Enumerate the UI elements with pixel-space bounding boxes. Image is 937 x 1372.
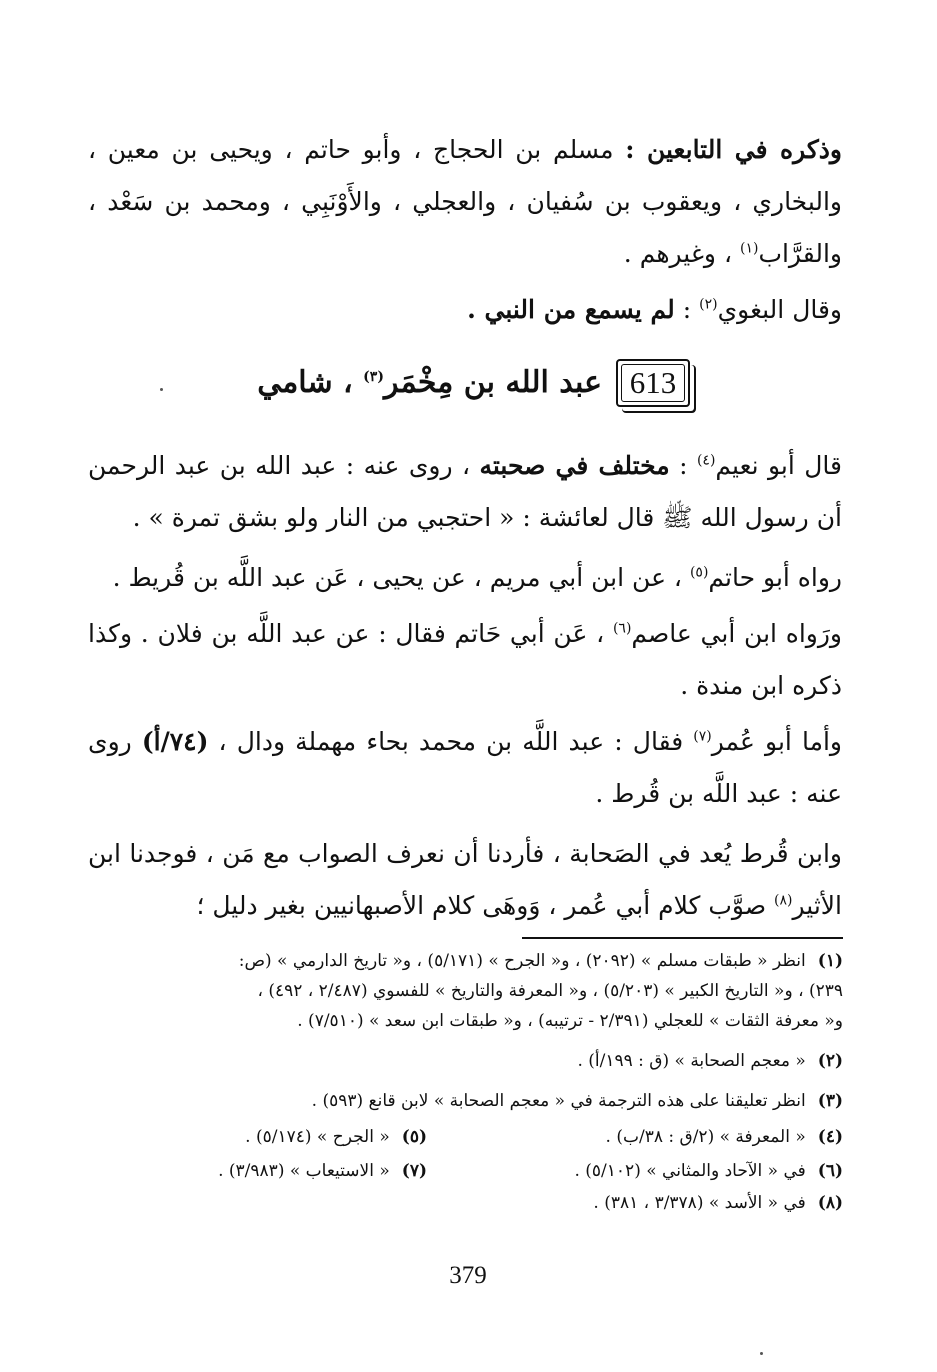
- paragraph-text: قال أبو نعيم: [715, 451, 842, 480]
- paragraph-text: ، عَن أبي حَاتم فقال : عن عبد اللَّه بن فلان . وكذا ذكره ابن مندة .: [88, 619, 842, 700]
- paragraph-text: رواه أبو حاتم: [708, 563, 842, 592]
- paragraph-text: روى عنه : عبد اللَّه بن قُرط .: [88, 727, 842, 808]
- bold-lead: وذكره في التابعين :: [625, 135, 842, 164]
- footnote-number: (٣): [817, 1091, 843, 1111]
- footnote-number: (٨): [817, 1193, 843, 1213]
- footnote-number: (٢): [817, 1051, 843, 1071]
- footnote-4: [606, 1122, 843, 1152]
- footnote-divider: [522, 937, 843, 939]
- footnote-3: [312, 1086, 843, 1116]
- footnote-number: (٥): [401, 1127, 427, 1147]
- paragraph-text: وأما أبو عُمر: [711, 727, 842, 756]
- paragraph-text: وقال البغوي: [717, 295, 842, 324]
- footnote-text: انظر « طبقات مسلم » (٢٠٩٢) ، و« الجرح » (٥/١٧١) ، و« تاريخ الدارمي » (ص:: [238, 951, 806, 971]
- paragraph-text: ، وغيرهم .: [623, 239, 740, 268]
- footnote-5: [245, 1122, 427, 1152]
- entry-number-box: [616, 359, 690, 407]
- footnote-number: (٦): [817, 1161, 843, 1181]
- entry-title: [257, 353, 602, 413]
- paragraph-abu-umar: [88, 716, 842, 820]
- footnote-number: (٤): [817, 1127, 843, 1147]
- scan-speck: [160, 388, 163, 391]
- footnote-text: « الجرح » (٥/١٧٤) .: [245, 1127, 390, 1147]
- footnote-ref[interactable]: (٦): [612, 620, 632, 637]
- entry-name: عبد الله بن مِخْمَر: [383, 365, 602, 400]
- footnote-ref[interactable]: (١): [739, 240, 759, 257]
- footnote-ref[interactable]: (٥): [689, 564, 709, 581]
- paragraph-text: ورَواه ابن أبي عاصم: [631, 619, 842, 648]
- paragraph-text: وابن قُرط يُعد في الصَحابة ، فأردنا أن نعرف الصواب مع مَن ، فوجدنا ابن الأثير: [88, 839, 842, 920]
- paragraph-text: فقال : عبد اللَّه بن محمد بحاء مهملة ودال ،: [208, 727, 694, 756]
- bold-statement: لم يسمع من النبي .: [467, 295, 675, 324]
- footnote-ref[interactable]: (٨): [774, 892, 793, 909]
- entry-origin: ، شامي: [257, 365, 364, 400]
- paragraph-ibn-abi-asim: [88, 608, 842, 712]
- footnote-text: « المعرفة » (٢/ق : ٣٨/ب) .: [605, 1127, 806, 1147]
- footnote-1-line-3: [297, 1006, 843, 1036]
- entry-heading: [250, 352, 690, 414]
- footnote-text: و« معرفة الثقات » للعجلي (٢/٣٩١ - ترتيبه) ، و« طبقات ابن سعد » (٧/٥١٠) .: [297, 1011, 843, 1031]
- footnote-text: انظر تعليقنا على هذه الترجمة في « معجم الصحابة » لابن قانع (٥٩٣) .: [311, 1091, 806, 1111]
- bold-statement: مختلف في صحبته: [479, 451, 670, 480]
- folio-marker: (٧٤/أ): [141, 727, 209, 756]
- footnote-7: [218, 1156, 427, 1186]
- footnote-text: « معجم الصحابة » (ق : ١٩٩/أ) .: [577, 1051, 806, 1071]
- footnote-ref[interactable]: (٣): [363, 369, 384, 385]
- footnote-6: [574, 1156, 843, 1186]
- paragraph-text: :: [674, 295, 700, 324]
- footnote-text: في « الآحاد والمثاني » (٥/١٠٢) .: [574, 1161, 806, 1181]
- footnote-ref[interactable]: (٤): [696, 452, 716, 469]
- footnote-text: ٢٣٩) ، و« التاريخ الكبير » (٥/٢٠٣) ، و« المعرفة والتاريخ » للفسوي (٢/٤٨٧ ، ٤٩٢) ،: [257, 981, 843, 1001]
- footnote-ref[interactable]: (٧): [693, 728, 712, 745]
- entry-number: 613: [629, 365, 677, 400]
- footnote-text: في « الأسد » (٣/٣٧٨ ، ٣٨١) .: [593, 1193, 806, 1213]
- paragraph-text: ، روى عنه : عبد الله بن عبد الرحمن أن رسول الله ﷺ قال لعائشة : « احتجبي من النار ولو بشق تمرة » .: [88, 451, 842, 532]
- paragraph-ibn-qurt: [88, 828, 842, 932]
- scan-speck: [760, 1352, 763, 1355]
- paragraph-abu-nuaym: [88, 440, 842, 544]
- footnote-1: [239, 946, 843, 976]
- footnote-text: « الاستيعاب » (٣/٩٨٣) .: [218, 1161, 390, 1181]
- footnote-8: [593, 1188, 843, 1218]
- footnote-number: (٧): [401, 1161, 427, 1181]
- paragraph-text: ، عن ابن أبي مريم ، عن يحيى ، عَن عبد اللَّه بن قُريط .: [112, 563, 690, 592]
- footnote-2: [577, 1046, 843, 1076]
- footnote-ref[interactable]: (٢): [699, 296, 718, 313]
- footnote-1-line-2: [257, 976, 843, 1006]
- paragraph-abu-hatim: [88, 552, 842, 604]
- paragraph-text: :: [669, 451, 697, 480]
- page-number: 379: [449, 1262, 487, 1289]
- paragraph-text: صوَّب كلام أبي عُمر ، وَوهَى كلام الأصبهانيين بغير دليل ؛: [196, 891, 775, 920]
- paragraph-baghawi: [88, 284, 842, 336]
- paragraph-followers: [88, 124, 842, 280]
- footnote-number: (١): [817, 951, 843, 971]
- paragraph-text: مسلم بن الحجاج ، وأبو حاتم ، ويحيى بن معين ، والبخاري ، ويعقوب بن سُفيان ، والعجلي ، والأَوْنَبِي ، ومحمد بن سَعْد ، والقرَّاب: [88, 135, 842, 268]
